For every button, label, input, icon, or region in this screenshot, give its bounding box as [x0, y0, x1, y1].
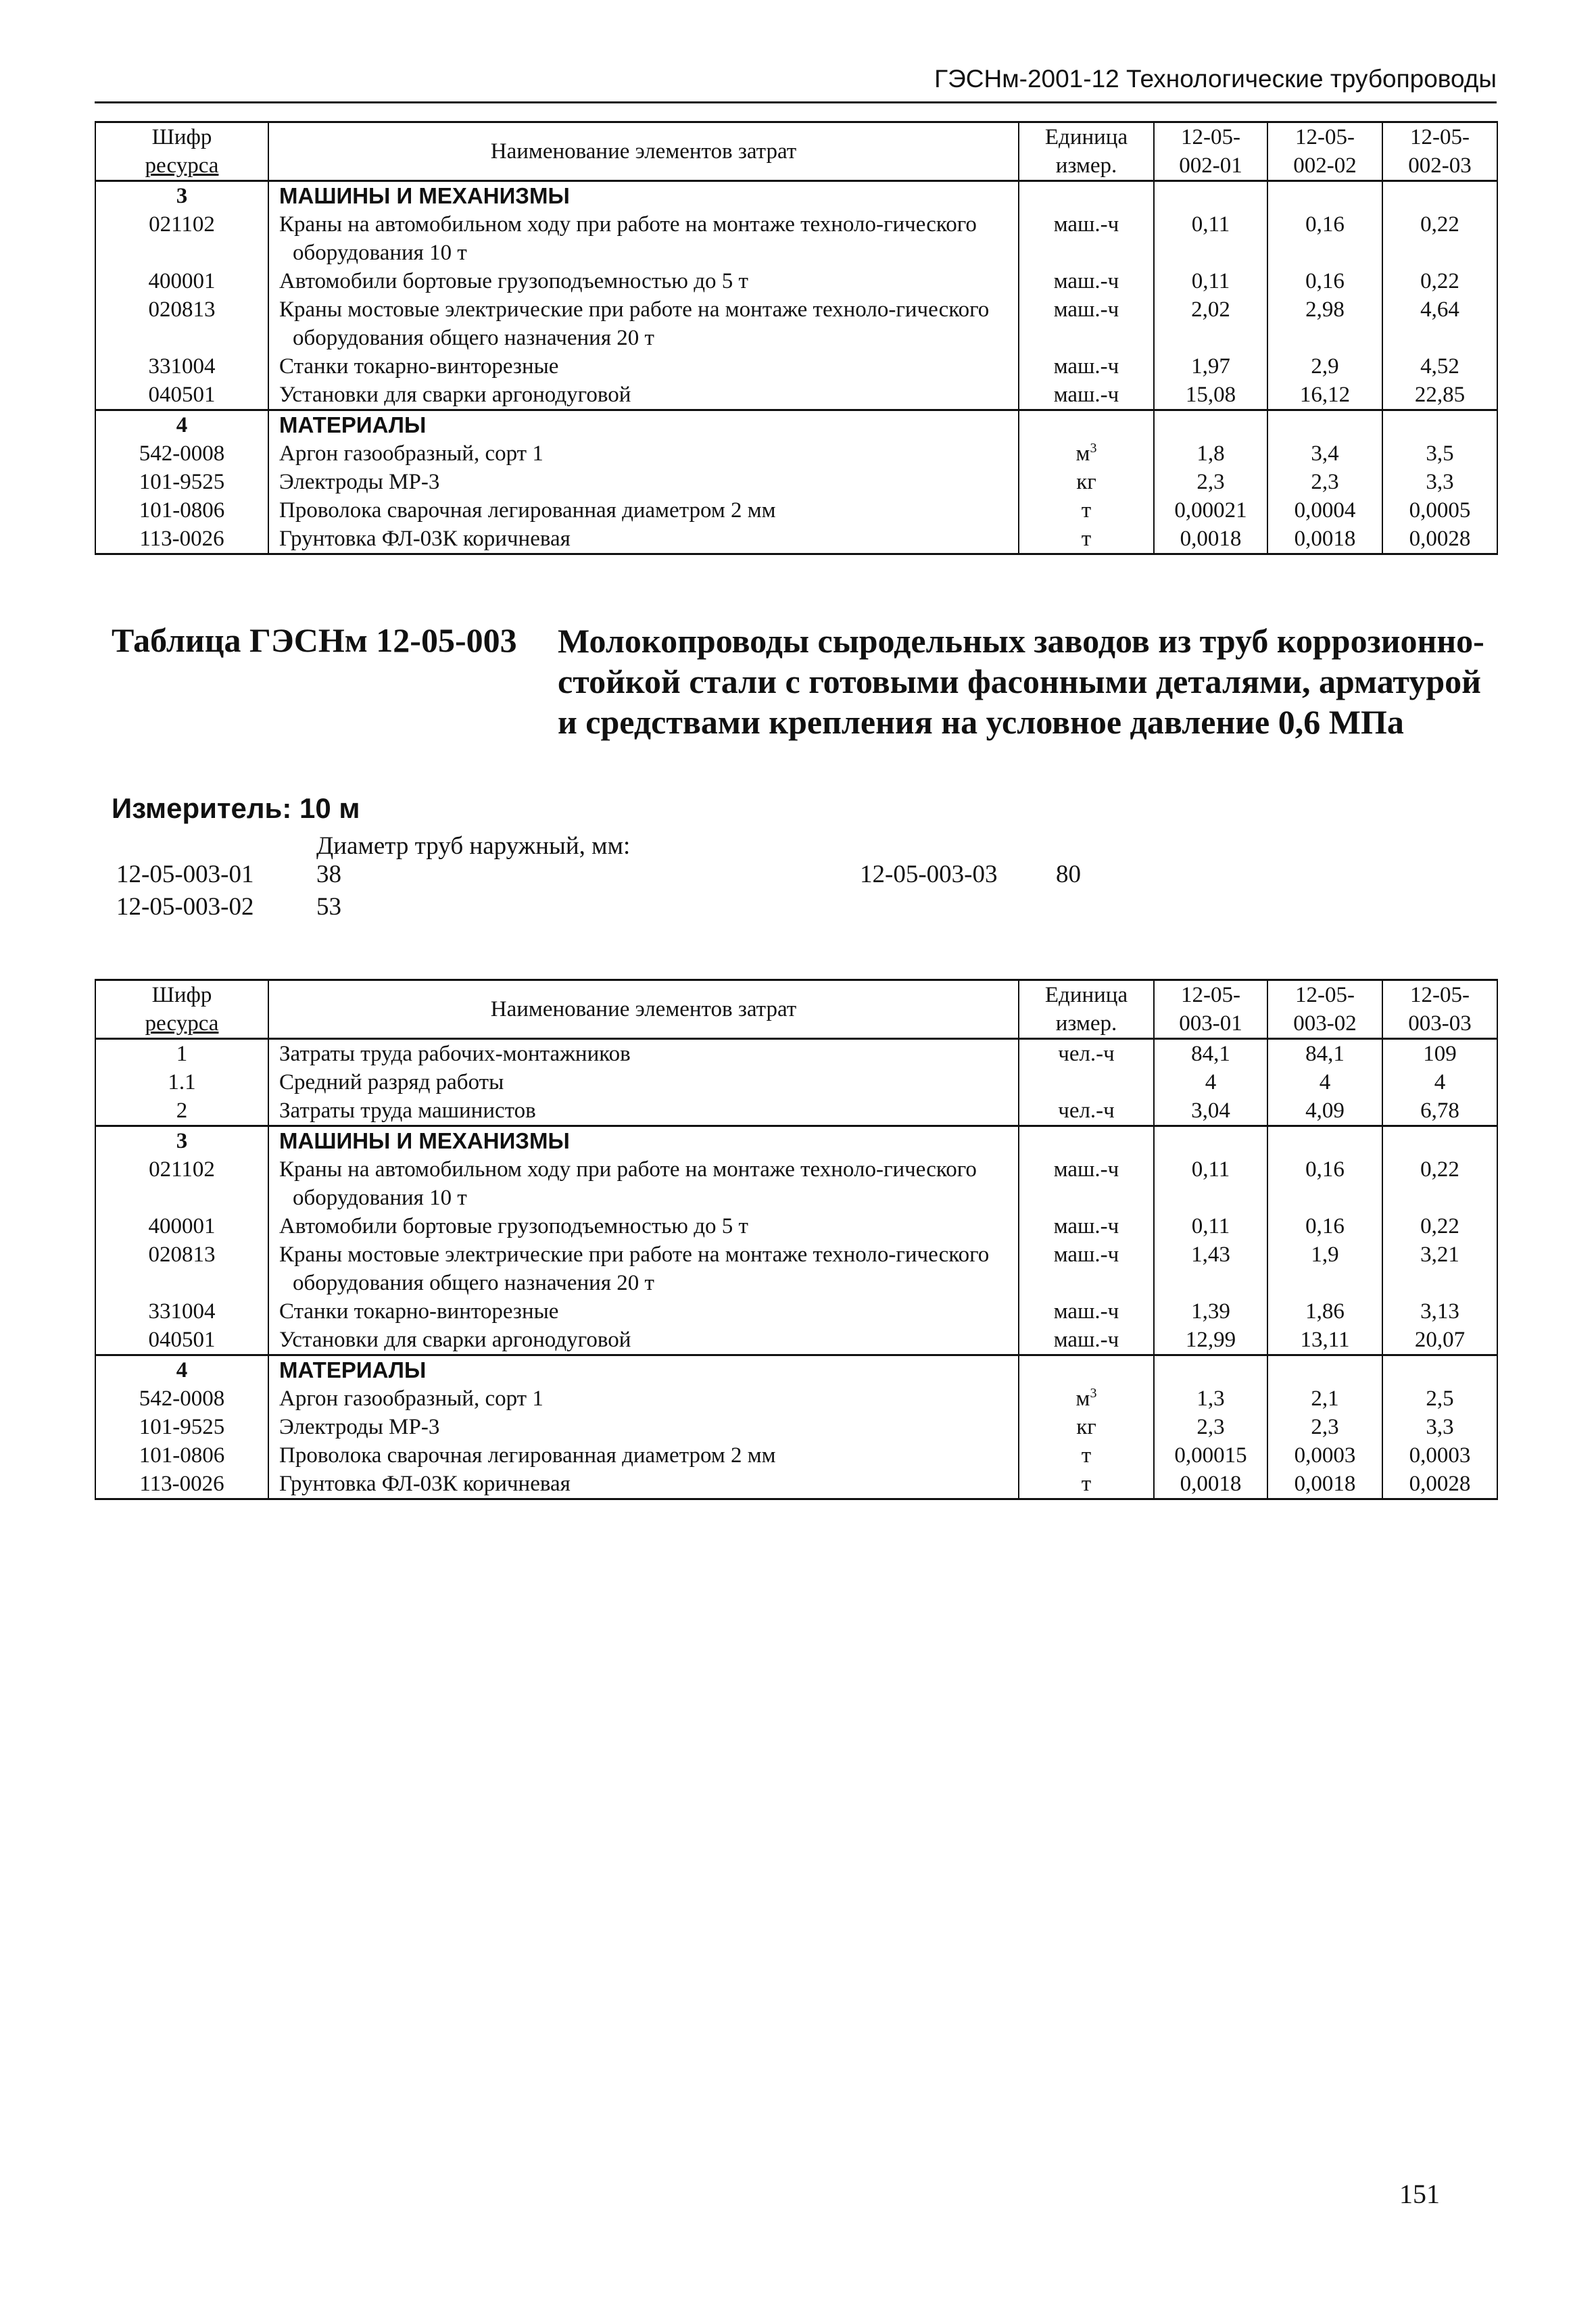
norm-value: 0,11: [1154, 267, 1267, 295]
norm-value: [1382, 410, 1497, 440]
norm-value: 2,3: [1154, 468, 1267, 496]
unit-cell: [1019, 1470, 1154, 1499]
resource-code: 101-9525: [95, 468, 268, 496]
norm-value: 0,0018: [1154, 1470, 1267, 1499]
norm-value: 15,08: [1154, 381, 1267, 410]
parameter-code: 12-05-003-01: [116, 861, 254, 888]
section-row: [95, 410, 1497, 440]
unit-text: маш.-ч: [1053, 1214, 1119, 1238]
norm-value: 0,11: [1154, 210, 1267, 267]
parameter-item: [116, 892, 341, 921]
resource-code: 331004: [95, 1297, 268, 1326]
resource-code: 021102: [95, 1155, 268, 1212]
unit-cell: [1019, 525, 1154, 554]
norm-value: 0,16: [1267, 267, 1382, 295]
column-header-norm-1: 12-05- 002-01: [1154, 122, 1267, 181]
resource-name: Затраты труда рабочих-монтажников: [268, 1039, 1019, 1069]
norm-value: 0,22: [1382, 1212, 1497, 1240]
norm-value: [1382, 1126, 1497, 1156]
norm-value: 84,1: [1267, 1039, 1382, 1069]
resource-table-12-05-003: [95, 979, 1498, 1500]
norm-value: 13,11: [1267, 1326, 1382, 1355]
norm-value: 0,0018: [1267, 525, 1382, 554]
norm-value: 0,0004: [1267, 496, 1382, 525]
table-row: [95, 381, 1497, 410]
unit-cell: [1019, 410, 1154, 440]
unit-text: маш.-ч: [1053, 1299, 1119, 1324]
resource-code: 113-0026: [95, 525, 268, 554]
resource-code: 020813: [95, 295, 268, 352]
resource-name: Краны мостовые электрические при работе на монтаже техноло-гического оборудования общего назначения 20 т: [268, 295, 1019, 352]
column-header-norm-3: 12-05- 002-03: [1382, 122, 1497, 181]
norm-value: 0,11: [1154, 1212, 1267, 1240]
unit-cell: [1019, 181, 1154, 211]
norm-value: 0,16: [1267, 1212, 1382, 1240]
norm-value: 0,16: [1267, 210, 1382, 267]
unit-cell: [1019, 1384, 1154, 1413]
resource-name: Грунтовка ФЛ-03К коричневая: [268, 525, 1019, 554]
table-row: [95, 525, 1497, 554]
parameter-value: 38: [316, 861, 341, 888]
resource-code: 400001: [95, 267, 268, 295]
unit-cell: [1019, 267, 1154, 295]
norm-value: 12,99: [1154, 1326, 1267, 1355]
norm-value: 3,3: [1382, 468, 1497, 496]
table-heading-title: Молокопроводы сыродельных заводов из труб коррозионно-стойкой стали с готовыми фасонными деталями, арматурой и средствами крепления на условное давление 0,6 МПа: [558, 622, 1484, 741]
norm-value: 2,1: [1267, 1384, 1382, 1413]
norm-value: 0,0005: [1382, 496, 1497, 525]
resource-code: 2: [95, 1096, 268, 1126]
parameter-code: 12-05-003-03: [860, 861, 998, 888]
norm-value: 0,0003: [1267, 1441, 1382, 1470]
table-row: [95, 439, 1497, 468]
parameter-item: [860, 860, 1081, 889]
resource-code: 542-0008: [95, 1384, 268, 1413]
resource-name: Электроды МР-3: [268, 468, 1019, 496]
norm-value: 3,04: [1154, 1096, 1267, 1126]
section-title: МАТЕРИАЛЫ: [268, 410, 1019, 440]
resource-code: 4: [95, 410, 268, 440]
norm-value: [1267, 181, 1382, 211]
norm-value: 3,21: [1382, 1240, 1497, 1297]
unit-text: чел.-ч: [1058, 1042, 1115, 1066]
norm-value: 20,07: [1382, 1326, 1497, 1355]
resource-name: Станки токарно-винторезные: [268, 1297, 1019, 1326]
norm-value: 22,85: [1382, 381, 1497, 410]
norm-value: 3,3: [1382, 1413, 1497, 1441]
unit-cell: [1019, 496, 1154, 525]
table-heading-label: Таблица ГЭСНм 12-05-003: [112, 621, 517, 659]
norm-value: 2,02: [1154, 295, 1267, 352]
table-row: [95, 295, 1497, 352]
unit-text: т: [1081, 498, 1092, 523]
norm-value: [1154, 181, 1267, 211]
resource-name: Аргон газообразный, сорт 1: [268, 439, 1019, 468]
unit-superscript: 3: [1090, 1386, 1097, 1401]
unit-text: маш.-ч: [1053, 1243, 1119, 1267]
unit-cell: [1019, 1240, 1154, 1297]
resource-code: 4: [95, 1355, 268, 1385]
page-number: 151: [1399, 2179, 1440, 2209]
section-title: МАШИНЫ И МЕХАНИЗМЫ: [268, 181, 1019, 211]
table-row: [95, 352, 1497, 381]
norm-value: 0,22: [1382, 210, 1497, 267]
column-header-norm-3: 12-05- 003-03: [1382, 980, 1497, 1039]
norm-value: 2,98: [1267, 295, 1382, 352]
resource-name: Средний разряд работы: [268, 1068, 1019, 1096]
norm-value: 2,5: [1382, 1384, 1497, 1413]
table-row: [95, 1096, 1497, 1126]
norm-value: 4,09: [1267, 1096, 1382, 1126]
unit-text: маш.-ч: [1053, 1328, 1119, 1352]
norm-value: 0,0028: [1382, 1470, 1497, 1499]
norm-value: [1382, 1355, 1497, 1385]
parameters-label: Диаметр труб наружный, мм:: [316, 832, 631, 860]
table-row: [95, 1212, 1497, 1240]
resource-code: 1: [95, 1039, 268, 1069]
norm-value: 0,0028: [1382, 525, 1497, 554]
unit-cell: [1019, 1326, 1154, 1355]
resource-name: Станки токарно-винторезные: [268, 352, 1019, 381]
table-row: [95, 1240, 1497, 1297]
unit-text: т: [1081, 1472, 1092, 1496]
norm-value: 4: [1382, 1068, 1497, 1096]
resource-code: 3: [95, 1126, 268, 1156]
norm-value: [1154, 1355, 1267, 1385]
unit-cell: [1019, 1068, 1154, 1096]
column-header-norm-2: 12-05- 002-02: [1267, 122, 1382, 181]
norm-value: 1,39: [1154, 1297, 1267, 1326]
resource-name: Автомобили бортовые грузоподъемностью до 5 т: [268, 1212, 1019, 1240]
parameter-code: 12-05-003-02: [116, 893, 254, 921]
column-header-name: Наименование элементов затрат: [268, 122, 1019, 181]
unit-cell: [1019, 1413, 1154, 1441]
resource-name: Установки для сварки аргонодуговой: [268, 1326, 1019, 1355]
unit-text: кг: [1076, 470, 1096, 494]
unit-cell: [1019, 1096, 1154, 1126]
unit-text: маш.-ч: [1053, 354, 1119, 379]
resource-code: 1.1: [95, 1068, 268, 1096]
resource-name: Затраты труда машинистов: [268, 1096, 1019, 1126]
unit-text: т: [1081, 1443, 1092, 1468]
resource-code: 113-0026: [95, 1470, 268, 1499]
norm-value: 0,00015: [1154, 1441, 1267, 1470]
unit-text: маш.-ч: [1053, 297, 1119, 322]
section-row: [95, 1355, 1497, 1385]
running-header: ГЭСНм-2001-12 Технологические трубопроводы: [95, 62, 1497, 103]
resource-code: 020813: [95, 1240, 268, 1297]
column-header-norm-1: 12-05- 003-01: [1154, 980, 1267, 1039]
resource-code: 400001: [95, 1212, 268, 1240]
norm-value: [1267, 1126, 1382, 1156]
table-row: [95, 1155, 1497, 1212]
norm-value: [1154, 1126, 1267, 1156]
unit-cell: [1019, 468, 1154, 496]
table-header-row: [95, 980, 1497, 1039]
resource-name: Установки для сварки аргонодуговой: [268, 381, 1019, 410]
norm-value: 0,0018: [1267, 1470, 1382, 1499]
unit-text: т: [1081, 527, 1092, 551]
unit-cell: [1019, 1155, 1154, 1212]
norm-value: [1382, 181, 1497, 211]
norm-value: 1,8: [1154, 439, 1267, 468]
section-row: [95, 181, 1497, 211]
unit-text: м: [1075, 441, 1090, 466]
table-row: [95, 1441, 1497, 1470]
norm-value: 4,52: [1382, 352, 1497, 381]
table-row: [95, 1413, 1497, 1441]
norm-value: 0,00021: [1154, 496, 1267, 525]
unit-cell: [1019, 381, 1154, 410]
unit-text: маш.-ч: [1053, 212, 1119, 237]
table-row: [95, 267, 1497, 295]
unit-text: маш.-ч: [1053, 383, 1119, 407]
resource-name: Краны на автомобильном ходу при работе на монтаже техноло-гического оборудования 10 т: [268, 1155, 1019, 1212]
resource-name: Краны мостовые электрические при работе на монтаже техноло-гического оборудования общего назначения 20 т: [268, 1240, 1019, 1297]
table-header-row: [95, 122, 1497, 181]
norm-value: 0,16: [1267, 1155, 1382, 1212]
resource-code: 101-0806: [95, 1441, 268, 1470]
norm-value: 0,0003: [1382, 1441, 1497, 1470]
table-row: [95, 1470, 1497, 1499]
section-row: [95, 1126, 1497, 1156]
norm-value: 4: [1154, 1068, 1267, 1096]
norm-value: 6,78: [1382, 1096, 1497, 1126]
measure-unit: Измеритель: 10 м: [112, 792, 360, 824]
resource-name: Аргон газообразный, сорт 1: [268, 1384, 1019, 1413]
resource-code: 101-9525: [95, 1413, 268, 1441]
resource-table-12-05-002: [95, 121, 1498, 555]
resource-code: 542-0008: [95, 439, 268, 468]
norm-value: 0,0018: [1154, 525, 1267, 554]
norm-value: 3,5: [1382, 439, 1497, 468]
table-row: [95, 496, 1497, 525]
column-header-name: Наименование элементов затрат: [268, 980, 1019, 1039]
parameter-value: 80: [1056, 861, 1081, 888]
norm-value: 3,4: [1267, 439, 1382, 468]
resource-code: 040501: [95, 381, 268, 410]
unit-text: м: [1075, 1386, 1090, 1411]
unit-text: кг: [1076, 1415, 1096, 1439]
norm-value: 16,12: [1267, 381, 1382, 410]
resource-name: Проволока сварочная легированная диаметром 2 мм: [268, 1441, 1019, 1470]
norm-value: 0,22: [1382, 267, 1497, 295]
unit-cell: [1019, 352, 1154, 381]
column-header-unit: Единица измер.: [1019, 980, 1154, 1039]
unit-cell: [1019, 1212, 1154, 1240]
norm-value: 1,3: [1154, 1384, 1267, 1413]
unit-cell: [1019, 295, 1154, 352]
resource-code: 331004: [95, 352, 268, 381]
norm-value: 2,3: [1267, 1413, 1382, 1441]
resource-name: Грунтовка ФЛ-03К коричневая: [268, 1470, 1019, 1499]
norm-value: 109: [1382, 1039, 1497, 1069]
resource-code: 101-0806: [95, 496, 268, 525]
norm-value: 0,11: [1154, 1155, 1267, 1212]
resource-code: 021102: [95, 210, 268, 267]
norm-value: 1,86: [1267, 1297, 1382, 1326]
norm-value: 2,9: [1267, 352, 1382, 381]
resource-name: Автомобили бортовые грузоподъемностью до 5 т: [268, 267, 1019, 295]
parameter-item: [116, 860, 341, 889]
norm-value: 1,9: [1267, 1240, 1382, 1297]
unit-text: маш.-ч: [1053, 269, 1119, 293]
resource-name: Краны на автомобильном ходу при работе на монтаже техноло-гического оборудования 10 т: [268, 210, 1019, 267]
column-header-code: Шифр ресурса: [95, 980, 268, 1039]
unit-text: чел.-ч: [1058, 1099, 1115, 1123]
norm-value: 4: [1267, 1068, 1382, 1096]
unit-cell: [1019, 1039, 1154, 1069]
table-row: [95, 468, 1497, 496]
norm-value: 1,97: [1154, 352, 1267, 381]
column-header-norm-2: 12-05- 003-02: [1267, 980, 1382, 1039]
unit-superscript: 3: [1090, 441, 1097, 456]
unit-cell: [1019, 439, 1154, 468]
norm-value: [1267, 1355, 1382, 1385]
resource-code: 040501: [95, 1326, 268, 1355]
resource-code: 3: [95, 181, 268, 211]
norm-value: [1154, 410, 1267, 440]
section-title: МАШИНЫ И МЕХАНИЗМЫ: [268, 1126, 1019, 1156]
table-row: [95, 210, 1497, 267]
unit-text: маш.-ч: [1053, 1157, 1119, 1182]
unit-cell: [1019, 210, 1154, 267]
norm-value: 0,22: [1382, 1155, 1497, 1212]
table-row: [95, 1326, 1497, 1355]
section-title: МАТЕРИАЛЫ: [268, 1355, 1019, 1385]
norm-value: 84,1: [1154, 1039, 1267, 1069]
unit-cell: [1019, 1441, 1154, 1470]
table-row: [95, 1039, 1497, 1069]
norm-value: 1,43: [1154, 1240, 1267, 1297]
norm-value: 2,3: [1267, 468, 1382, 496]
resource-name: Электроды МР-3: [268, 1413, 1019, 1441]
norm-value: 3,13: [1382, 1297, 1497, 1326]
table-row: [95, 1297, 1497, 1326]
unit-cell: [1019, 1297, 1154, 1326]
unit-cell: [1019, 1126, 1154, 1156]
resource-name: Проволока сварочная легированная диаметром 2 мм: [268, 496, 1019, 525]
table-row: [95, 1384, 1497, 1413]
table-row: [95, 1068, 1497, 1096]
column-header-unit: Единица измер.: [1019, 122, 1154, 181]
unit-cell: [1019, 1355, 1154, 1385]
parameter-value: 53: [316, 893, 341, 921]
norm-value: [1267, 410, 1382, 440]
norm-value: 4,64: [1382, 295, 1497, 352]
column-header-code: Шифр ресурса: [95, 122, 268, 181]
norm-value: 2,3: [1154, 1413, 1267, 1441]
